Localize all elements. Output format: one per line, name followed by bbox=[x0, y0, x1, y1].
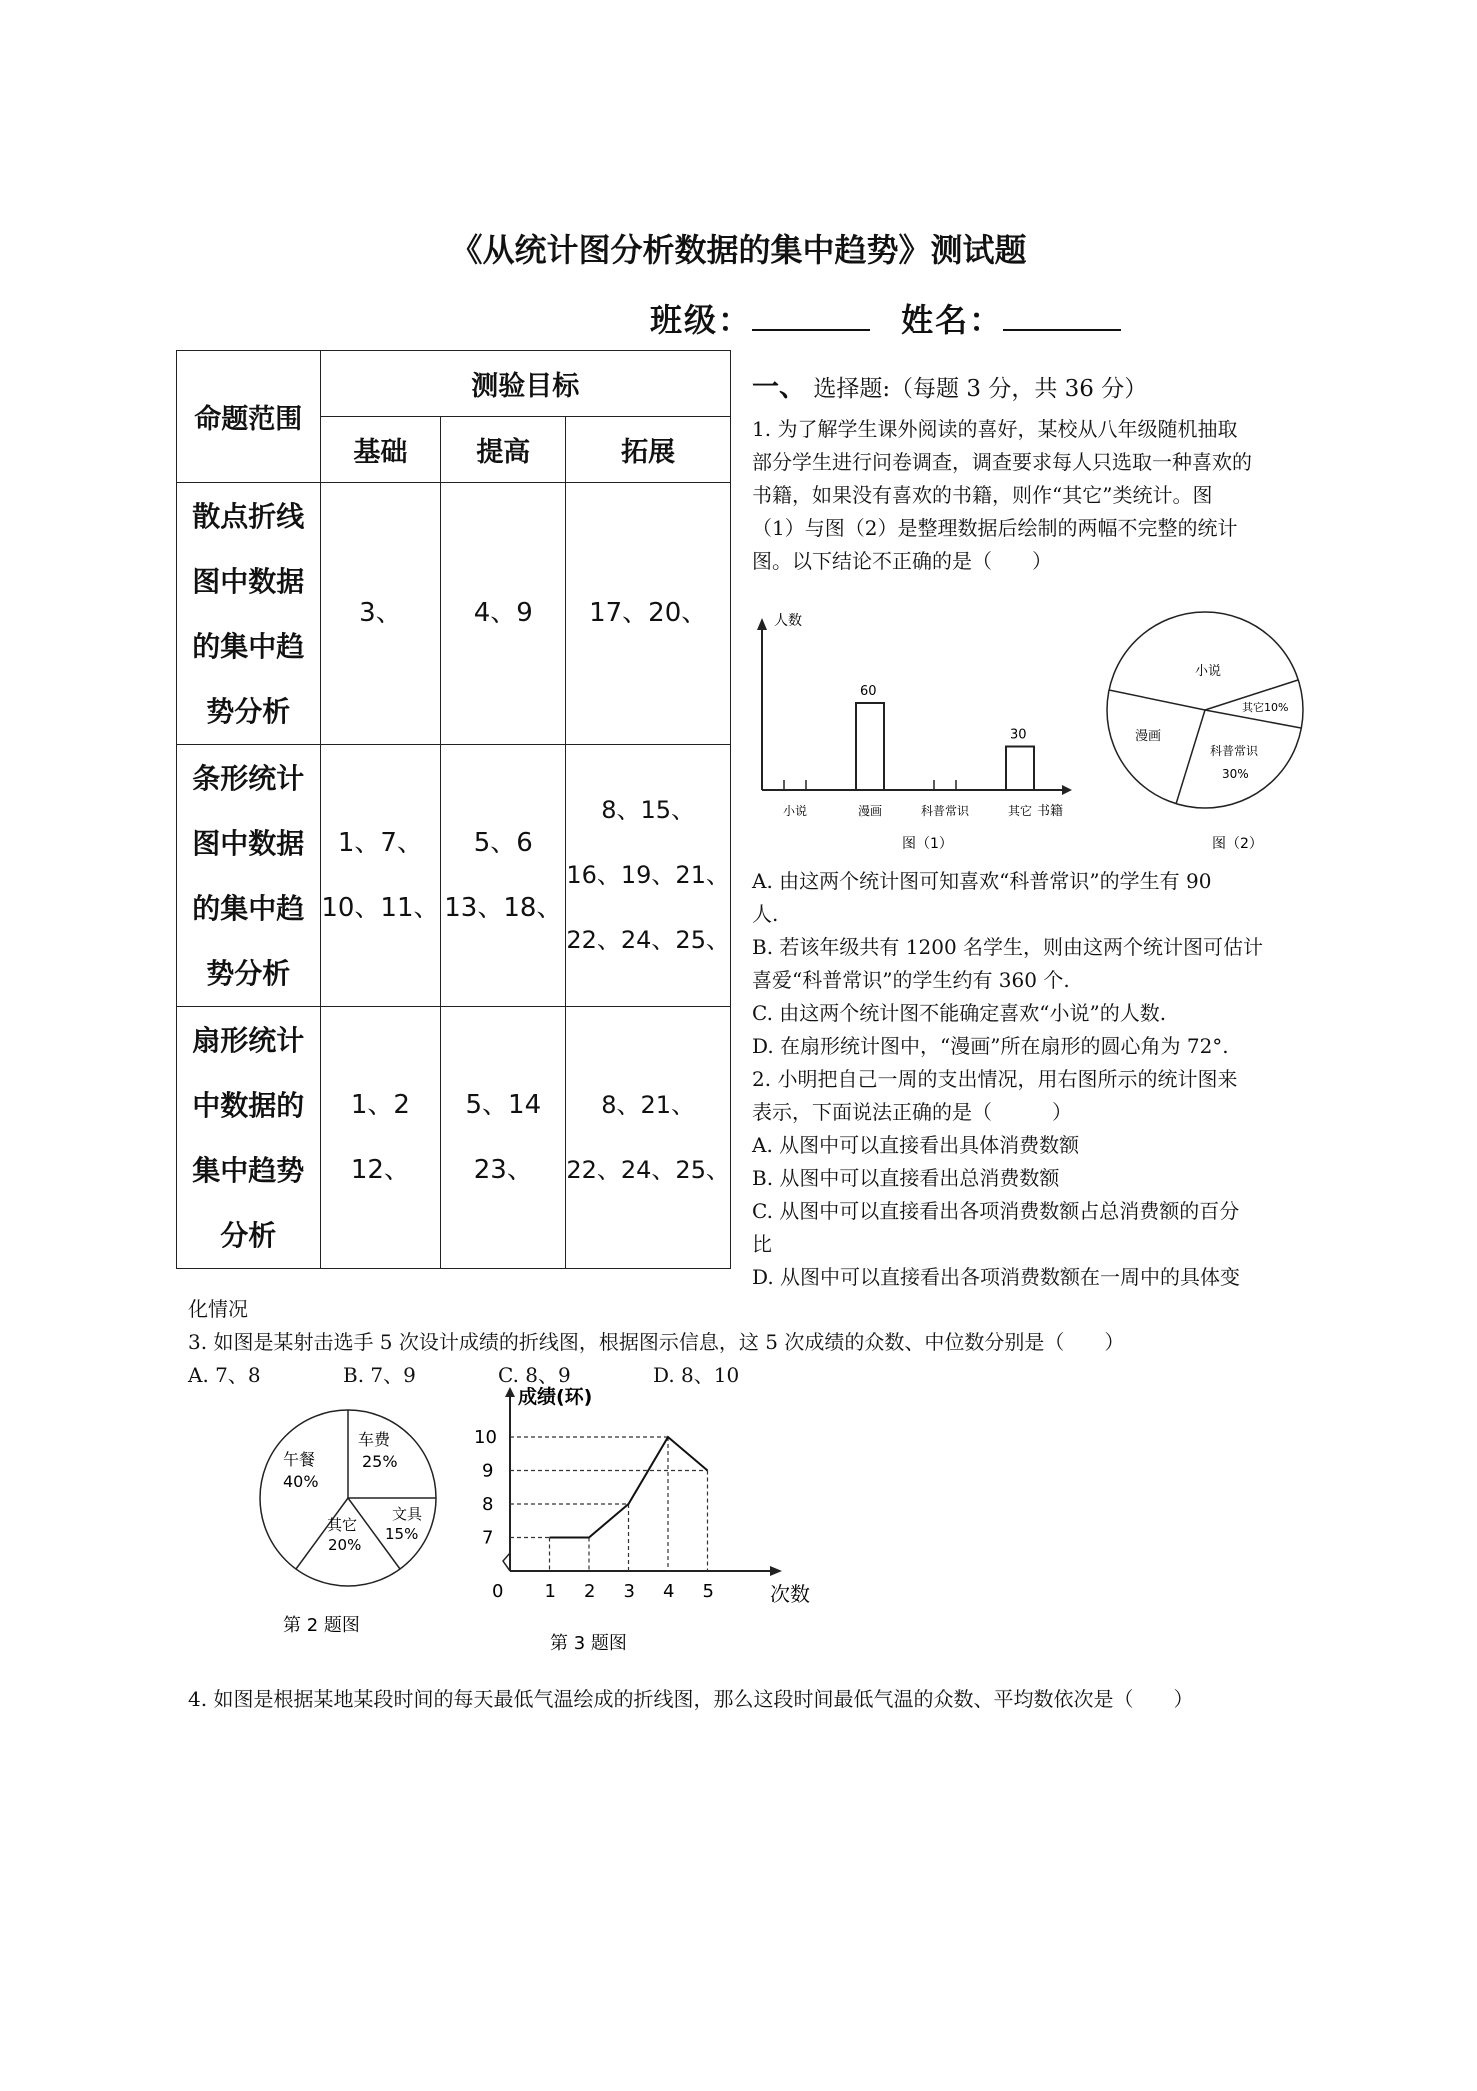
fig2-caption: 图（2） bbox=[1212, 836, 1263, 852]
q3-figure-caption: 第 3 题图 bbox=[550, 1633, 627, 1654]
row-label: 扇形统计 中数据的 集中趋势 分析 bbox=[177, 1007, 321, 1269]
y-tick-label: 10 bbox=[474, 1427, 497, 1448]
page-title: 《从统计图分析数据的集中趋势》测试题 bbox=[450, 231, 1027, 269]
cell-improve: 5、14 23、 bbox=[441, 1007, 566, 1269]
q3-line-chart bbox=[470, 1385, 810, 1665]
y-axis-label: 成绩(环) bbox=[518, 1386, 593, 1408]
slice-label: 25% bbox=[362, 1452, 398, 1471]
y-tick-label: 9 bbox=[482, 1460, 494, 1482]
cell-extend: 17、20、 bbox=[566, 483, 731, 745]
cell-basic: 1、2 12、 bbox=[320, 1007, 441, 1269]
origin-label: 0 bbox=[492, 1581, 504, 1602]
x-tick-label: 2 bbox=[584, 1581, 596, 1602]
x-axis-label: 书籍 bbox=[1037, 804, 1064, 819]
class-label: 班级： bbox=[650, 301, 753, 339]
table-row bbox=[177, 745, 731, 1007]
slice-label: 午餐 bbox=[283, 1450, 316, 1469]
category-label: 漫画 bbox=[857, 804, 883, 818]
x-axis-label: 次数 bbox=[770, 1582, 810, 1606]
slice-label: 20% bbox=[328, 1536, 362, 1554]
y-axis-arrow bbox=[757, 618, 767, 630]
row-label: 散点折线 图中数据 的集中趋 势分析 bbox=[177, 483, 321, 745]
category-label: 科普常识 bbox=[920, 804, 970, 818]
name-blank bbox=[1003, 299, 1121, 331]
table-row bbox=[177, 483, 731, 745]
x-tick-label: 3 bbox=[623, 1581, 635, 1602]
cell-extend: 8、15、 16、19、21、 22、24、25、 bbox=[566, 745, 731, 1007]
slice-label: 车费 bbox=[358, 1430, 391, 1449]
fig2-pie-chart bbox=[1100, 610, 1315, 860]
col-header-goals: 测验目标 bbox=[320, 351, 730, 417]
cell-basic: 3、 bbox=[320, 483, 441, 745]
cell-extend: 8、21、 22、24、25、 bbox=[566, 1007, 731, 1269]
slice-label: 15% bbox=[385, 1525, 419, 1543]
bar bbox=[856, 703, 884, 790]
x-tick-label: 4 bbox=[663, 1581, 675, 1602]
question-2-options: A. 从图中可以直接看出具体消费数额 B. 从图中可以直接看出总消费数额 C. 从图中可以直接看出各项消费数额占总消费额的百分 比 D. 从图中可以直接看出各项消费数额在一周中的具体变 bbox=[752, 1133, 1241, 1289]
objectives-table bbox=[176, 350, 731, 1269]
series-line bbox=[550, 1437, 708, 1538]
category-label: 小说 bbox=[782, 804, 808, 818]
x-axis-arrow bbox=[1062, 785, 1072, 795]
y-tick-label: 8 bbox=[482, 1494, 494, 1515]
sub-header-basic: 基础 bbox=[320, 417, 441, 483]
name-label: 姓名： bbox=[901, 301, 1004, 339]
question-2-stem: 2. 小明把自己一周的支出情况，用右图所示的统计图来 表示，下面说法正确的是（ ） bbox=[752, 1067, 1238, 1124]
question-3-options: A. 7、8 B. 7、9 C. 8、9 D. 8、10 bbox=[188, 1363, 740, 1387]
table-row bbox=[177, 1007, 731, 1269]
bar bbox=[1006, 747, 1034, 791]
cell-basic: 1、7、 10、11、 bbox=[320, 745, 441, 1007]
sub-header-improve: 提高 bbox=[441, 417, 566, 483]
slice-label: 科普常识 bbox=[1210, 744, 1259, 758]
slice-label: 文具 bbox=[392, 1505, 423, 1523]
slice-label: 漫画 bbox=[1135, 729, 1162, 744]
fig1-caption: 图（1） bbox=[902, 836, 953, 852]
axis-break bbox=[503, 1553, 510, 1571]
slice-label: 其它 bbox=[327, 1516, 358, 1534]
y-axis-label: 人数 bbox=[774, 613, 802, 629]
bar-value-label: 60 bbox=[860, 684, 877, 699]
fig1-bar-chart bbox=[752, 600, 1082, 860]
category-label: 其它 bbox=[1007, 804, 1033, 818]
q2-pie-chart bbox=[255, 1405, 455, 1665]
cell-improve: 4、9 bbox=[441, 483, 566, 745]
cell-improve: 5、6 13、18、 bbox=[441, 745, 566, 1007]
y-tick-label: 7 bbox=[482, 1527, 494, 1549]
x-tick-label: 1 bbox=[544, 1581, 556, 1602]
slice-label: 其它10% bbox=[1242, 701, 1289, 714]
col-header-scope: 命题范围 bbox=[177, 351, 321, 483]
question-3-stem: 3. 如图是某射击选手 5 次设计成绩的折线图，根据图示信息，这 5 次成绩的众数、中位数分别是（ ） bbox=[188, 1330, 1125, 1354]
question-4-stem: 4. 如图是根据某地某段时间的每天最低气温绘成的折线图，那么这段时间最低气温的众数、平均数依次是（ ） bbox=[188, 1687, 1194, 1711]
class-blank bbox=[752, 299, 870, 331]
slice-label: 40% bbox=[283, 1472, 319, 1491]
bar-value-label: 30 bbox=[1010, 727, 1027, 743]
question-2-continued: 化情况 bbox=[188, 1297, 248, 1321]
row-label: 条形统计 图中数据 的集中趋 势分析 bbox=[177, 745, 321, 1007]
question-1-stem: 1. 为了解学生课外阅读的喜好，某校从八年级随机抽取 部分学生进行问卷调查，调查要求每人只选取一种喜欢的 书籍，如果没有喜欢的书籍，则作“其它”类统计。图 （1）与图（2）是整理数据后绘制的两幅不完整的统计 图。以下结论不正确的是（ ） bbox=[752, 417, 1252, 573]
sub-header-extend: 拓展 bbox=[566, 417, 731, 483]
q2-figure-caption: 第 2 题图 bbox=[283, 1615, 360, 1636]
class-name-line bbox=[650, 295, 1139, 341]
slice-label: 小说 bbox=[1195, 664, 1222, 679]
x-tick-label: 5 bbox=[702, 1581, 714, 1602]
question-1-options: A. 由这两个统计图可知喜欢“科普常识”的学生有 90 人. B. 若该年级共有 1200 名学生，则由这两个统计图可估计 喜爱“科普常识”的学生约有 360 个. C. 由这两个统计图不能确定喜欢“小说”的人数. D. 在扇形统计图中，“漫画”所在扇形的圆心角为 72°. 2. 小明把自己一周的支出情况，用右图所示的统计图来 表示，下面说法正确的是（ ） A. 从图中可以直接看出具体消费数额 B. 从图中可以直接看出总消费数额 C. 从图中可以直接看出各项消费数额占总消费额的百分 比 D. 从图中可以直接看出各项消费数额在一周中的具体变 bbox=[752, 865, 1297, 1294]
section-heading: 一、 选择题:（每题 3 分，共 36 分） bbox=[752, 372, 1148, 403]
slice-label: 30% bbox=[1222, 767, 1249, 781]
